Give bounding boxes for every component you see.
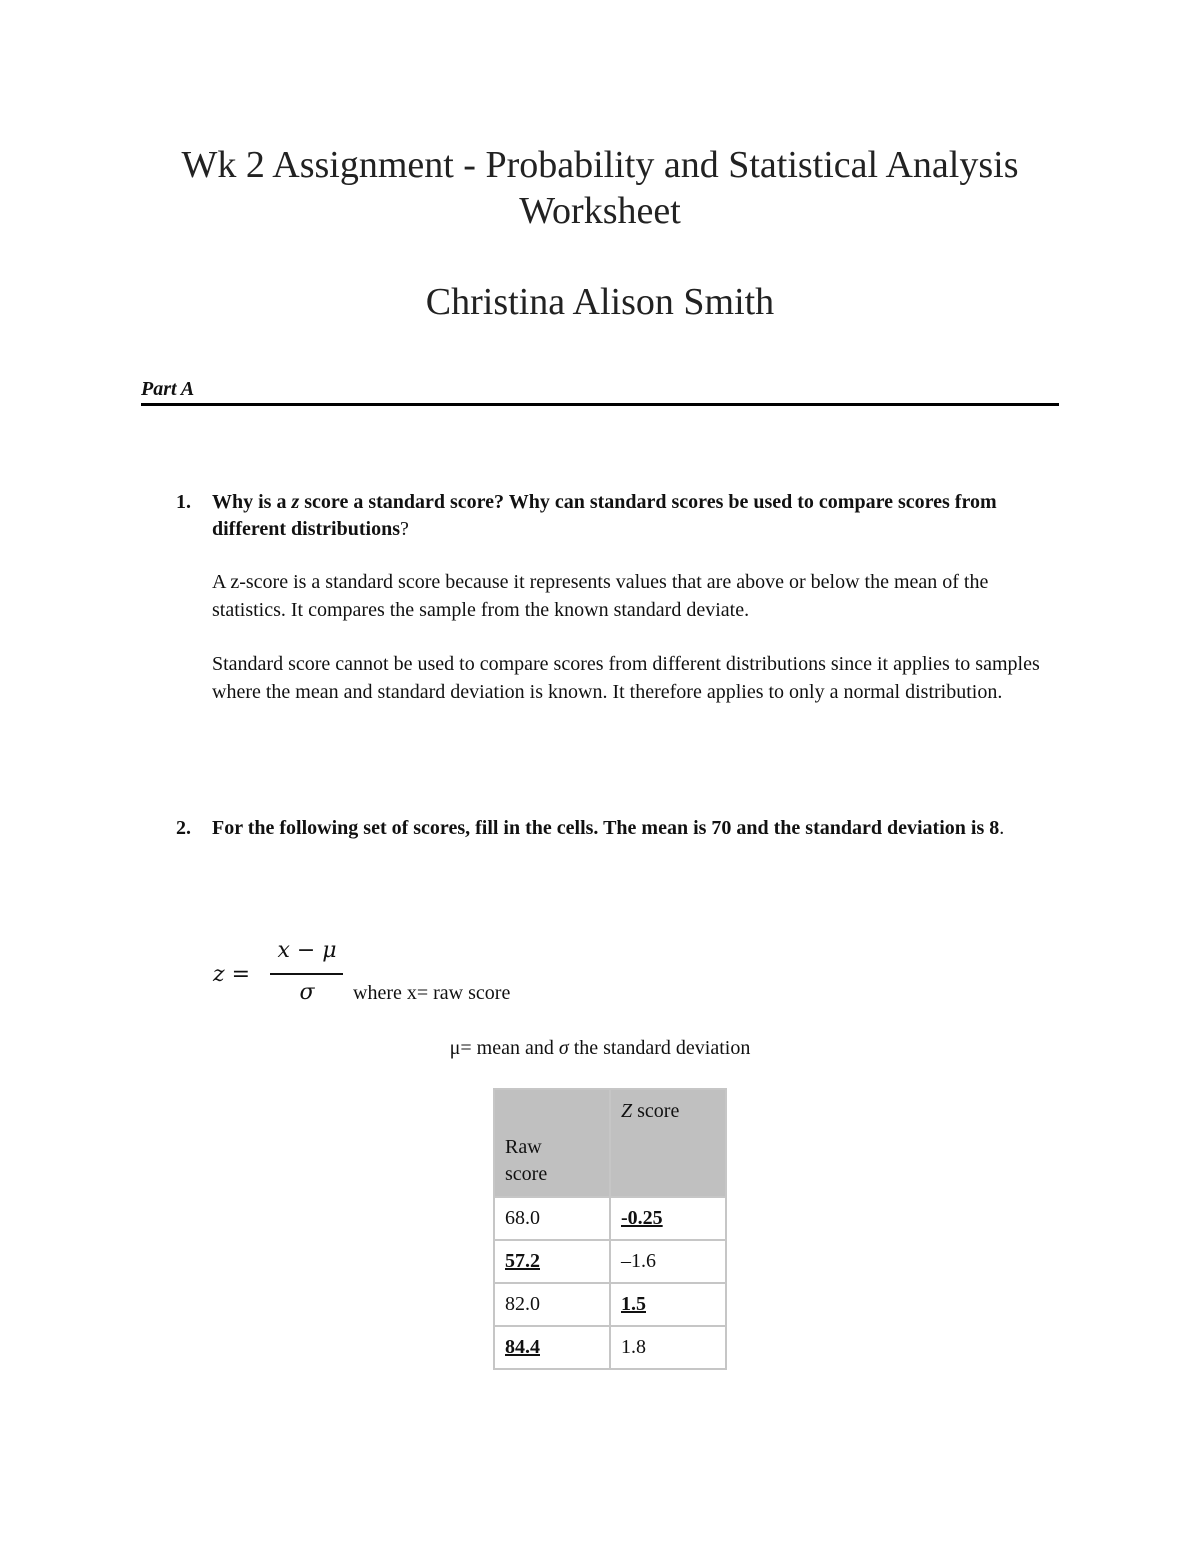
z-score-cell: 1.5 bbox=[610, 1283, 726, 1326]
scores-table bbox=[493, 1088, 727, 1370]
z-score-cell: 1.8 bbox=[610, 1326, 726, 1369]
table-header-row bbox=[494, 1089, 726, 1197]
formula-lhs: z = bbox=[213, 962, 251, 987]
formula-denominator: σ bbox=[299, 980, 315, 1005]
document-title-line-2: Worksheet bbox=[519, 190, 681, 232]
formula-legend-line-2: μ= mean and σ the standard deviation bbox=[449, 1037, 751, 1059]
part-heading: Part A bbox=[141, 378, 195, 400]
author-name: Christina Alison Smith bbox=[425, 281, 775, 323]
question-1-text: Why is a z score a standard score? Why can standard scores be used to compare scores from different distributions? bbox=[212, 491, 997, 540]
table-row bbox=[494, 1326, 726, 1369]
raw-score-cell: 57.2 bbox=[494, 1240, 610, 1283]
z-score-header: Z score bbox=[610, 1089, 726, 1197]
part-divider bbox=[141, 403, 1059, 406]
formula-numerator: x − μ bbox=[277, 938, 337, 963]
table-row bbox=[494, 1283, 726, 1326]
raw-score-header: Raw score bbox=[494, 1089, 610, 1197]
question-2-text: For the following set of scores, fill in the cells. The mean is 70 and the standard deviation is 8. bbox=[212, 817, 1005, 839]
question-2-number: 2. bbox=[176, 817, 191, 839]
table-row bbox=[494, 1197, 726, 1240]
raw-score-cell: 68.0 bbox=[494, 1197, 610, 1240]
z-score-cell: -0.25 bbox=[610, 1197, 726, 1240]
table-row bbox=[494, 1240, 726, 1283]
question-1-number: 1. bbox=[176, 491, 191, 513]
document-title-line-1: Wk 2 Assignment - Probability and Statistical Analysis bbox=[181, 144, 1019, 186]
question-1-answer-paragraph-2: Standard score cannot be used to compare scores from different distributions since it applies to samples where the mean and standard deviation is known. It therefore applies to only a normal distribution. bbox=[212, 653, 1040, 703]
raw-score-cell: 82.0 bbox=[494, 1283, 610, 1326]
formula-fraction-bar bbox=[270, 973, 343, 975]
z-score-cell: –1.6 bbox=[610, 1240, 726, 1283]
formula-legend-line-1: where x= raw score bbox=[353, 982, 511, 1004]
question-1-answer-paragraph-1: A z-score is a standard score because it represents values that are above or below the mean of the statistics. It compares the sample from the known standard deviate. bbox=[212, 571, 989, 621]
raw-score-cell: 84.4 bbox=[494, 1326, 610, 1369]
